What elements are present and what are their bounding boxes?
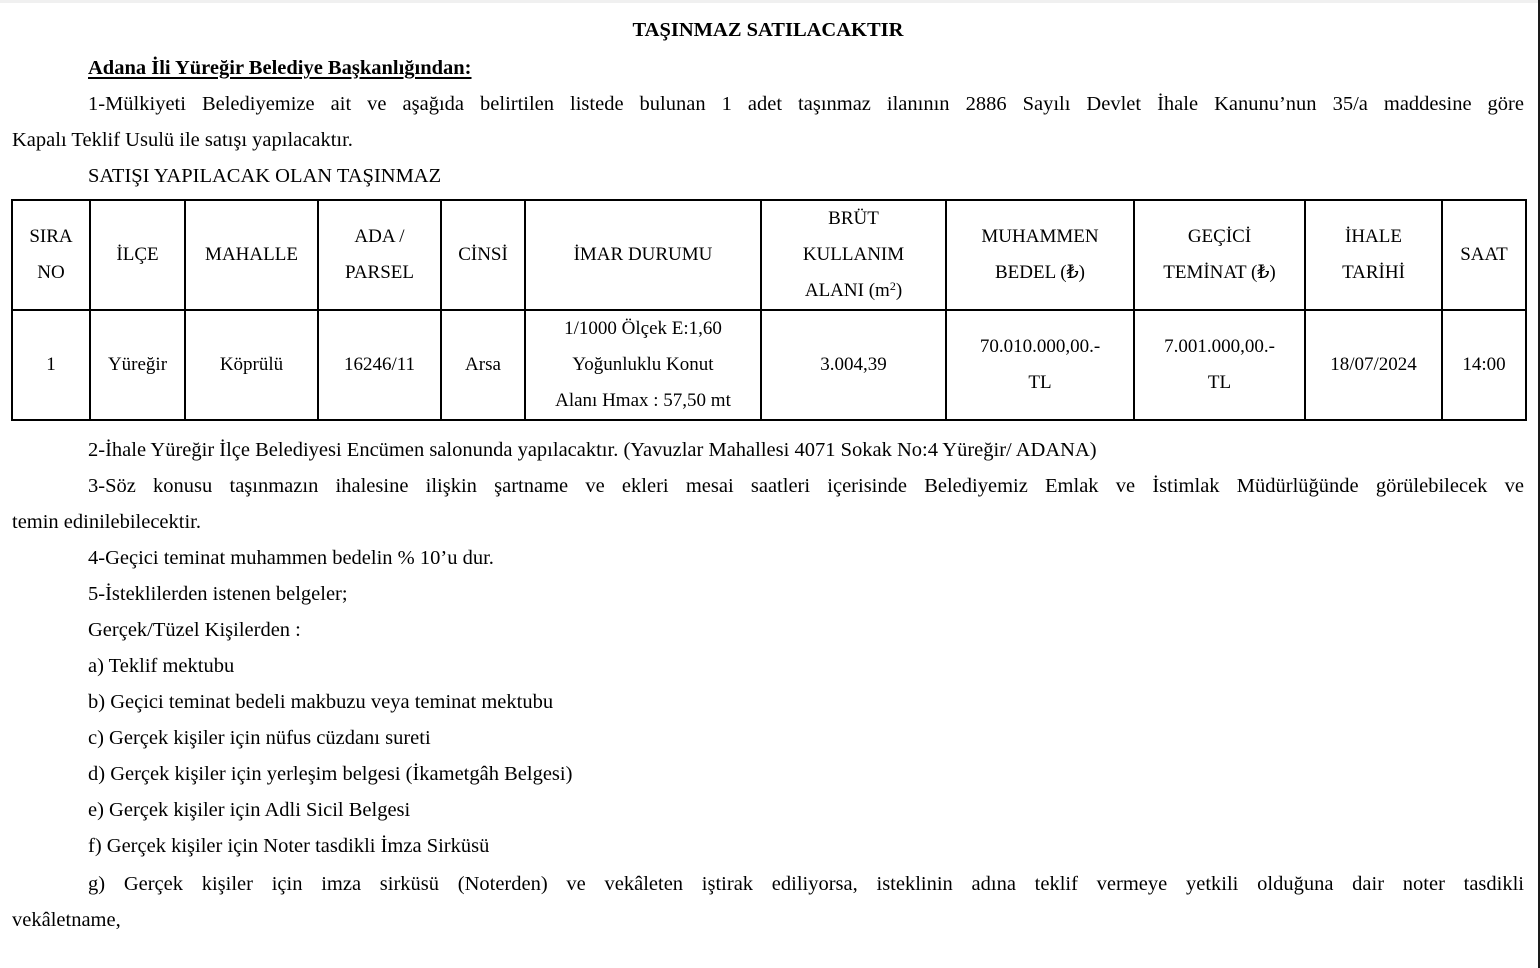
header-cinsi: CİNSİ [441, 200, 525, 310]
cell-sira-no: 1 [12, 310, 90, 420]
table-row [12, 310, 1526, 420]
list-item: a) Teklif mektubu [88, 655, 235, 677]
header-ada-parsel: ADA / PARSEL [318, 200, 441, 310]
list-item: b) Geçici teminat bedeli makbuzu veya teminat mektubu [88, 691, 554, 713]
header-ilce: İLÇE [90, 200, 185, 310]
header-saat: SAAT [1442, 200, 1526, 310]
header-mahalle: MAHALLE [185, 200, 318, 310]
list-item-g-line-2: vekâletname, [12, 909, 121, 931]
top-border [0, 0, 1540, 3]
table-header-row [12, 200, 1526, 310]
paragraph-1-line-1: 1-Mülkiyeti Belediyemize ait ve aşağıda belirtilen listede bulunan 1 adet taşınmaz ilanının 2886 Sayılı Devlet İhale Kanunu’nun 35/a maddesine göre [88, 93, 1524, 115]
list-item: f) Gerçek kişiler için Noter tasdikli İmza Sirküsü [88, 835, 490, 857]
paragraph-4: 4-Geçici teminat muhammen bedelin % 10’u dur. [88, 547, 494, 569]
cell-cinsi: Arsa [441, 310, 525, 420]
cell-ihale-tarihi: 18/07/2024 [1305, 310, 1442, 420]
paragraph-5: 5-İsteklilerden istenen belgeler; [88, 583, 348, 605]
header-muhammen-bedel: MUHAMMEN BEDEL (₺) [946, 200, 1134, 310]
list-item: d) Gerçek kişiler için yerleşim belgesi (İkametgâh Belgesi) [88, 763, 573, 785]
cell-brut-alan: 3.004,39 [761, 310, 946, 420]
paragraph-3-line-2: temin edinilebilecektir. [12, 511, 201, 533]
cell-ilce: Yüreğir [90, 310, 185, 420]
paragraph-3-line-1: 3-Söz konusu taşınmazın ihalesine ilişkin şartname ve ekleri mesai saatleri içerisinde Belediyemiz Emlak ve İstimlak Müdürlüğünde görülebilecek ve [88, 475, 1524, 497]
document-subtitle: Adana İli Yüreğir Belediye Başkanlığından: [88, 57, 472, 79]
property-table [11, 199, 1527, 421]
cell-muhammen-bedel: 70.010.000,00.- TL [946, 310, 1134, 420]
header-brut-alan: BRÜT KULLANIM ALANI $(m^2)$ [761, 200, 946, 310]
header-sira-no: SIRA NO [12, 200, 90, 310]
list-item: e) Gerçek kişiler için Adli Sicil Belgesi [88, 799, 411, 821]
header-ihale-tarihi: İHALE TARİHİ [1305, 200, 1442, 310]
cell-saat: 14:00 [1442, 310, 1526, 420]
paragraph-2: 2-İhale Yüreğir İlçe Belediyesi Encümen salonunda yapılacaktır. (Yavuzlar Mahallesi 4071 Sokak No:4 Yüreğir/ ADANA) [88, 439, 1097, 461]
paragraph-1-line-2: Kapalı Teklif Usulü ile satışı yapılacaktır. [12, 129, 353, 151]
list-item-g-line-1: g) Gerçek kişiler için imza sirküsü (Noterden) ve vekâleten iştirak ediliyorsa, isteklinin adına teklif vermeye yetkili olduğuna dair noter tasdikli [88, 873, 1524, 895]
header-gecici-teminat: GEÇİCİ TEMİNAT (₺) [1134, 200, 1305, 310]
document-title: TAŞINMAZ SATILACAKTIR [632, 19, 904, 41]
list-item: c) Gerçek kişiler için nüfus cüzdanı sureti [88, 727, 431, 749]
header-imar-durumu: İMAR DURUMU [525, 200, 761, 310]
cell-imar-durumu: 1/1000 Ölçek E:1,60 Yoğunluklu Konut Alanı Hmax : 57,50 mt [525, 310, 761, 420]
paragraph-5-subheading: Gerçek/Tüzel Kişilerden : [88, 619, 301, 641]
table-caption: SATIŞI YAPILACAK OLAN TAŞINMAZ [88, 165, 442, 187]
cell-mahalle: Köprülü [185, 310, 318, 420]
cell-gecici-teminat: 7.001.000,00.- TL [1134, 310, 1305, 420]
cell-ada-parsel: 16246/11 [318, 310, 441, 420]
